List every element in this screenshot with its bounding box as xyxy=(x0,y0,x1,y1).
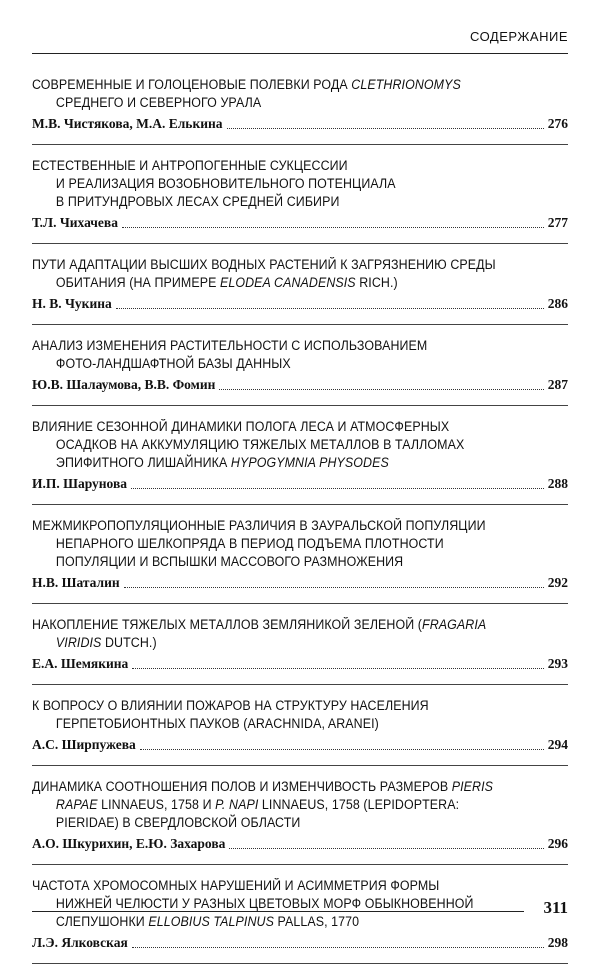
dot-leader xyxy=(229,848,543,849)
toc-entry xyxy=(32,604,568,685)
entry-title: НАКОПЛЕНИЕ ТЯЖЕЛЫХ МЕТАЛЛОВ ЗЕМЛЯНИКОЙ ЗЕЛЕНОЙ (FRAGARIA VIRIDIS DUTCH.) xyxy=(32,617,487,650)
entry-authorline xyxy=(32,296,568,312)
entry-page: 287 xyxy=(547,377,568,392)
entry-page: 277 xyxy=(547,215,568,230)
toc-entry xyxy=(32,766,568,865)
running-head: СОДЕРЖАНИЕ xyxy=(469,29,568,44)
entry-authorline xyxy=(32,116,568,132)
toc-entry xyxy=(32,685,568,766)
toc-entry xyxy=(32,66,568,145)
dot-leader xyxy=(116,308,544,309)
entry-authors: А.С. Ширпужева xyxy=(32,737,136,752)
entry-title: ПУТИ АДАПТАЦИИ ВЫСШИХ ВОДНЫХ РАСТЕНИЙ К ЗАГРЯЗНЕНИЮ СРЕДЫ ОБИТАНИЯ (НА ПРИМЕРЕ ELODEA CANADENSIS RICH.) xyxy=(32,257,496,290)
entry-page: 294 xyxy=(547,737,568,752)
entry-authors: Ю.В. Шалаумова, В.В. Фомин xyxy=(32,377,216,392)
entry-title: ВЛИЯНИЕ СЕЗОННОЙ ДИНАМИКИ ПОЛОГА ЛЕСА И АТМОСФЕРНЫХ ОСАДКОВ НА АККУМУЛЯЦИЮ ТЯЖЕЛЫХ МЕТАЛЛОВ В ТАЛЛОМАХ ЭПИФИТНОГО ЛИШАЙНИКА HYPOGYMNIA PHYSODES xyxy=(32,419,465,470)
dot-leader xyxy=(131,488,544,489)
toc-entry xyxy=(32,505,568,604)
entry-title: ЕСТЕСТВЕННЫЕ И АНТРОПОГЕННЫЕ СУКЦЕССИИ И РЕАЛИЗАЦИЯ ВОЗОБНОВИТЕЛЬНОГО ПОТЕНЦИАЛА В ПРИТУНДРОВЫХ ЛЕСАХ СРЕДНЕЙ СИБИРИ xyxy=(32,158,396,209)
footer-rule xyxy=(32,911,524,912)
dot-leader xyxy=(132,668,543,669)
entry-authors: Е.А. Шемякина xyxy=(32,656,129,671)
entry-title: СОВРЕМЕННЫЕ И ГОЛОЦЕНОВЫЕ ПОЛЕВКИ РОДА CLETHRIONOMYS СРЕДНЕГО И СЕВЕРНОГО УРАЛА xyxy=(32,77,461,110)
entry-authors: Н. В. Чукина xyxy=(32,296,112,311)
entry-authorline xyxy=(32,935,568,951)
toc-entry xyxy=(32,145,568,244)
entry-authors: И.П. Шарунова xyxy=(32,476,128,491)
dot-leader xyxy=(132,947,544,948)
dot-leader xyxy=(219,389,543,390)
entry-authors: А.О. Шкурихин, Е.Ю. Захарова xyxy=(32,836,226,851)
dot-leader xyxy=(122,227,544,228)
entry-authorline xyxy=(32,215,568,231)
entry-page: 276 xyxy=(547,116,568,131)
entry-title: ЧАСТОТА ХРОМОСОМНЫХ НАРУШЕНИЙ И АСИММЕТРИЯ ФОРМЫ НИЖНЕЙ ЧЕЛЮСТИ У РАЗНЫХ ЦВЕТОВЫХ МОРФ ОБЫКНОВЕННОЙ СЛЕПУШОНКИ ELLOBIUS TALPINUS PALLAS, 1770 xyxy=(32,878,474,929)
entry-title: АНАЛИЗ ИЗМЕНЕНИЯ РАСТИТЕЛЬНОСТИ С ИСПОЛЬЗОВАНИЕМ ФОТО-ЛАНДШАФТНОЙ БАЗЫ ДАННЫХ xyxy=(32,338,428,371)
dot-leader xyxy=(227,128,544,129)
dot-leader xyxy=(140,749,544,750)
entry-title: ДИНАМИКА СООТНОШЕНИЯ ПОЛОВ И ИЗМЕНЧИВОСТЬ РАЗМЕРОВ PIERIS RAPAE LINNAEUS, 1758 И P. NAPI LINNAEUS, 1758 (LEPIDOPTERA: PIERIDAE) В СВЕРДЛОВСКОЙ ОБЛАСТИ xyxy=(32,779,494,830)
entry-page: 293 xyxy=(547,656,568,671)
entry-page: 296 xyxy=(547,836,568,851)
entry-title: МЕЖМИКРОПОПУЛЯЦИОННЫЕ РАЗЛИЧИЯ В ЗАУРАЛЬСКОЙ ПОПУЛЯЦИИ НЕПАРНОГО ШЕЛКОПРЯДА В ПЕРИОД ПОДЪЕМА ПЛОТНОСТИ ПОПУЛЯЦИИ И ВСПЫШКИ МАССОВОГО РАЗМНОЖЕНИЯ xyxy=(32,518,486,569)
page-number: 311 xyxy=(543,898,568,917)
entry-authors: Л.Э. Ялковская xyxy=(32,935,128,950)
table-of-contents xyxy=(32,66,568,964)
toc-entry xyxy=(32,325,568,406)
entry-title: К ВОПРОСУ О ВЛИЯНИИ ПОЖАРОВ НА СТРУКТУРУ НАСЕЛЕНИЯ ГЕРПЕТОБИОНТНЫХ ПАУКОВ (ARACHNIDA, ARANEI) xyxy=(32,698,429,731)
entry-authorline xyxy=(32,575,568,591)
entry-authors: Н.В. Шаталин xyxy=(32,575,120,590)
entry-page: 288 xyxy=(547,476,568,491)
entry-authorline xyxy=(32,737,568,753)
entry-authorline xyxy=(32,377,568,393)
entry-authorline xyxy=(32,836,568,852)
entry-page: 292 xyxy=(547,575,568,590)
entry-authors: Т.Л. Чихачева xyxy=(32,215,118,230)
toc-entry xyxy=(32,244,568,325)
header-rule xyxy=(32,53,568,54)
toc-entry xyxy=(32,406,568,505)
entry-authors: М.В. Чистякова, М.А. Елькина xyxy=(32,116,223,131)
entry-page: 298 xyxy=(547,935,568,950)
toc-entry xyxy=(32,865,568,964)
dot-leader xyxy=(124,587,544,588)
entry-authorline xyxy=(32,476,568,492)
entry-page: 286 xyxy=(547,296,568,311)
entry-authorline xyxy=(32,656,568,672)
